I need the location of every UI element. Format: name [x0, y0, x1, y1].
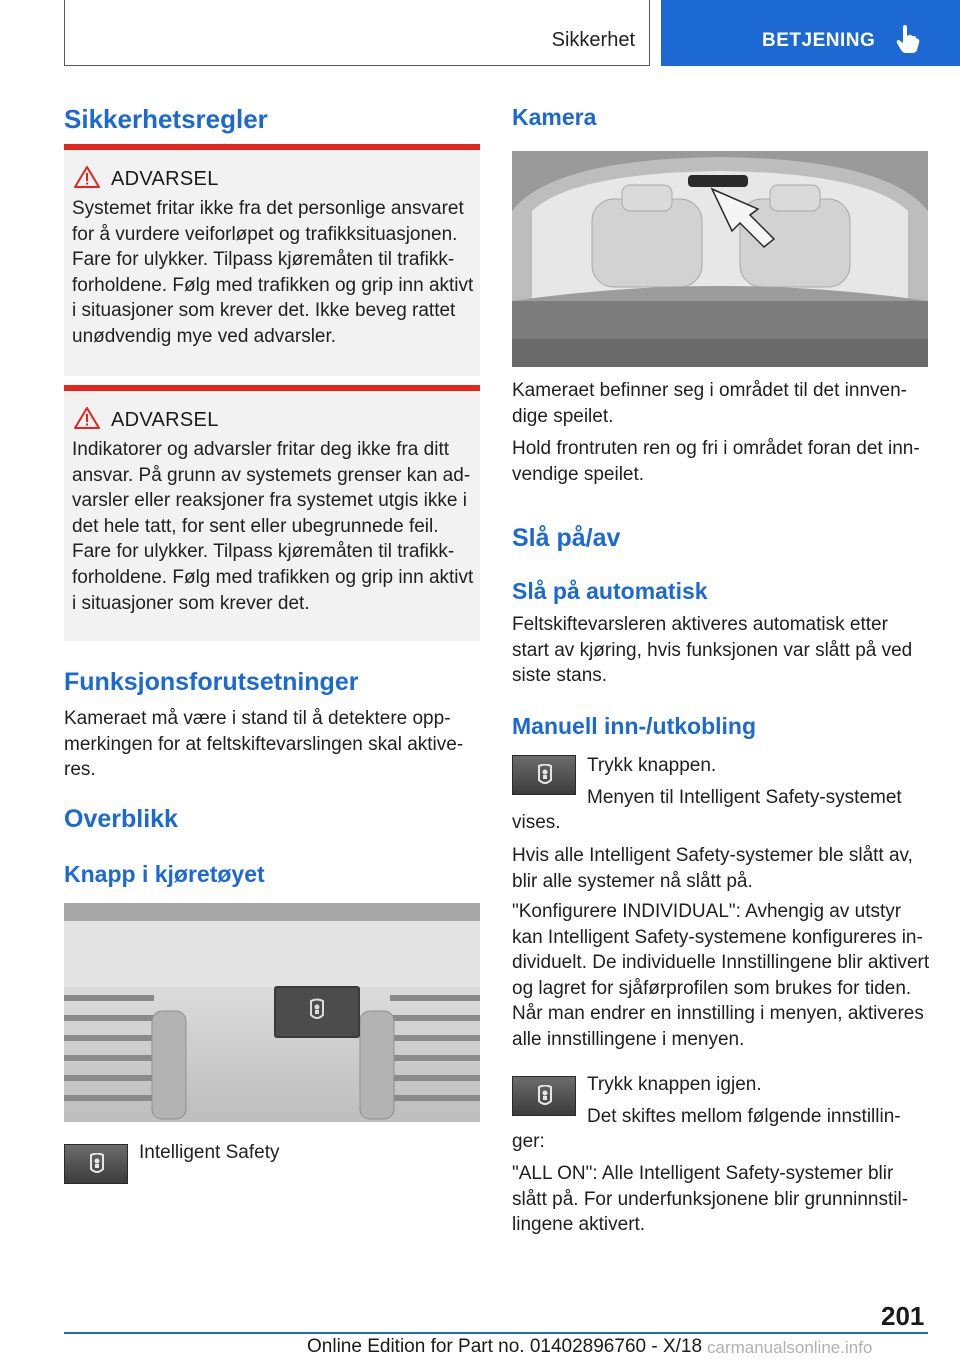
intelligent-safety-button-icon [64, 1144, 128, 1184]
section-title-on-off: Slå på/av [512, 524, 621, 552]
text-line: Indikatorer og advarsler fritar deg ikke fra ditt [72, 439, 450, 460]
text-line: Kameraet må være i stand til å detektere opp- [64, 708, 451, 729]
text-line: og lagret for sjåførprofilen som brukes for tiden. [512, 977, 912, 999]
car-shield-icon [87, 1153, 107, 1177]
subsection-title-auto: Slå på automatisk [512, 578, 708, 604]
text-line: ansvar. På grunn av systemets grenser kan ad- [72, 464, 471, 486]
section-title-safety-rules: Sikkerhetsregler [64, 104, 268, 134]
menu-shown-text-1: Menyen til Intelligent Safety-systemet [587, 787, 902, 808]
warning-label: ADVARSEL [111, 168, 219, 190]
subsection-title-manual: Manuell inn-/utkobling [512, 713, 757, 739]
text-line: alle innstillingene i menyen. [512, 1028, 745, 1050]
press-again-text: Trykk knappen igjen. [587, 1074, 762, 1095]
text-line: Hold frontruten ren og fri i området foran det inn- [512, 438, 920, 459]
header-chapter-label: BETJENING [762, 30, 876, 51]
press-button-text: Trykk knappen. [587, 755, 717, 776]
camera-text-1 [512, 378, 928, 429]
intelligent-safety-button-icon [512, 755, 576, 795]
camera-location-photo [512, 151, 928, 367]
footer-edition: Online Edition for Part no. 01402896760 - X/18 [307, 1336, 703, 1357]
section-title-overview: Overblikk [64, 805, 178, 833]
button-caption: Intelligent Safety [139, 1142, 280, 1163]
page-number: 201 [881, 1301, 925, 1331]
warning-triangle-icon [74, 407, 100, 429]
text-line: unødvendig mye ved advarsler. [72, 325, 337, 347]
text-line: dige speilet. [512, 405, 614, 427]
dashboard-button-photo [64, 903, 480, 1122]
text-line: Kameraet befinner seg i området til det innven- [512, 380, 907, 401]
text-line: "Konfigurere INDIVIDUAL": Avhengig av utstyr [512, 901, 902, 922]
text-line: merkingen for at feltskiftevarslingen skal aktive- [64, 733, 464, 755]
warning-triangle-icon [74, 166, 100, 188]
warning-box-2 [64, 385, 480, 641]
text-line: Hvis alle Intelligent Safety-systemer ble slått av, [512, 845, 913, 866]
hand-pointer-icon [896, 24, 920, 54]
prerequisites-text [64, 706, 480, 783]
text-line: Fare for ulykker. Tilpass kjøremåten til trafikk- [72, 541, 455, 563]
text-line: for å vurdere veiforløpet og trafikksituasjonen. [72, 223, 458, 245]
footer-divider [64, 1332, 928, 1334]
warning-box-1 [64, 144, 480, 376]
text-line: i situasjoner som krever det. Ikke beveg rattet [72, 300, 456, 322]
text-line: Fare for ulykker. Tilpass kjøremåten til trafikk- [72, 249, 455, 271]
text-line: i situasjoner som krever det. [72, 592, 310, 614]
text-line: Når man endrer en innstilling i menyen, aktiveres [512, 1003, 924, 1025]
text-line: det hele tatt, for sent eller ubegrunnede feil. [72, 515, 439, 537]
switch-text-1: Det skiftes mellom følgende innstillin- [587, 1106, 901, 1127]
text-line: start av kjøring, hvis funksjonen var slått på ved [512, 639, 913, 661]
car-shield-icon [535, 764, 555, 788]
text-line: res. [64, 759, 96, 781]
text-line: vendige speilet. [512, 463, 645, 485]
text-line: dividuelt. De individuelle Innstillingene blir aktivert [512, 952, 930, 974]
text-line: "ALL ON": Alle Intelligent Safety-systemer blir [512, 1163, 894, 1184]
footer-watermark: carmanualsonline.info [707, 1338, 873, 1357]
all-off-text [512, 843, 928, 894]
warning-label: ADVARSEL [111, 409, 219, 431]
all-on-text [512, 1161, 928, 1238]
configure-text [512, 899, 932, 1053]
section-title-prerequisites: Funksjonsforutsetninger [64, 668, 359, 696]
header-section-tab [64, 0, 650, 66]
warning-text [72, 437, 476, 616]
text-line: varsler eller reaksjoner fra systemet utgis ikke i [72, 490, 467, 512]
car-shield-icon [535, 1085, 555, 1109]
text-line: Feltskiftevarsleren aktiveres automatisk etter [512, 614, 888, 635]
menu-shown-text-2: vises. [512, 812, 561, 833]
text-line: siste stans. [512, 665, 608, 687]
subsection-title-button: Knapp i kjøretøyet [64, 861, 265, 887]
header-chapter-tab [661, 0, 960, 66]
header-section-label: Sikkerhet [551, 29, 635, 51]
text-line: blir alle systemer nå slått på. [512, 870, 753, 892]
text-line: Systemet fritar ikke fra det personlige ansvaret [72, 198, 464, 219]
camera-text-2 [512, 436, 928, 487]
text-line: forholdene. Følg med trafikken og grip inn aktivt [72, 274, 474, 296]
switch-text-2: ger: [512, 1131, 545, 1152]
warning-text [72, 196, 476, 350]
text-line: kan Intelligent Safety-systemene konfigureres in- [512, 926, 923, 948]
auto-text [512, 612, 928, 689]
text-line: forholdene. Følg med trafikken og grip inn aktivt [72, 566, 474, 588]
text-line: slått på. For underfunksjonene blir grunninnstil- [512, 1188, 909, 1210]
intelligent-safety-button-icon [512, 1076, 576, 1116]
text-line: lingene aktivert. [512, 1214, 646, 1236]
section-title-camera: Kamera [512, 104, 597, 130]
